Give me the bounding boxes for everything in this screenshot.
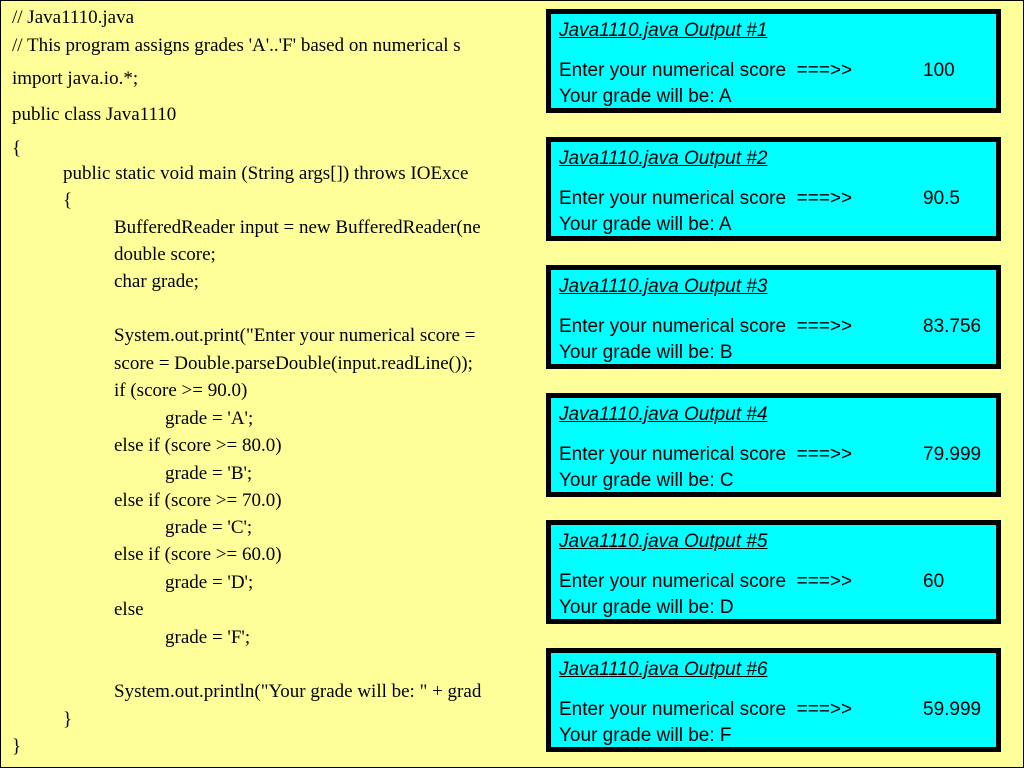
output-title: Java1110.java Output #5 bbox=[559, 531, 768, 552]
output-input-value: 90.5 bbox=[923, 188, 960, 209]
code-line-class-declaration: public class Java1110 bbox=[12, 104, 177, 125]
code-line-grade-f: grade = 'F'; bbox=[165, 627, 251, 648]
output-title: Java1110.java Output #1 bbox=[559, 20, 768, 41]
code-line-char-grade: char grade; bbox=[114, 271, 199, 292]
output-grade-result: Your grade will be: D bbox=[559, 597, 734, 618]
output-box-5 bbox=[546, 520, 1001, 624]
output-box-6 bbox=[546, 648, 1001, 752]
code-line-import: import java.io.*; bbox=[12, 68, 139, 89]
code-line-grade-d: grade = 'D'; bbox=[165, 572, 254, 593]
code-line-comment-description: // This program assigns grades 'A'..'F' based on numerical s bbox=[12, 35, 461, 56]
output-input-value: 59.999 bbox=[923, 699, 982, 720]
output-grade-result: Your grade will be: F bbox=[559, 725, 732, 746]
output-grade-result: Your grade will be: C bbox=[559, 470, 734, 491]
output-input-value: 83.756 bbox=[923, 316, 982, 337]
code-line-if-90: if (score >= 90.0) bbox=[114, 380, 248, 401]
output-prompt: Enter your numerical score ===>> bbox=[559, 444, 853, 465]
code-line-main-open-brace: { bbox=[63, 190, 73, 211]
code-line-buffered-reader: BufferedReader input = new BufferedReader(ne bbox=[114, 217, 481, 238]
output-prompt: Enter your numerical score ===>> bbox=[559, 571, 853, 592]
output-grade-result: Your grade will be: A bbox=[559, 86, 732, 107]
output-box-1 bbox=[546, 9, 1001, 113]
code-line-grade-a: grade = 'A'; bbox=[165, 408, 254, 429]
output-box-3 bbox=[546, 265, 1001, 369]
output-box-4 bbox=[546, 393, 1001, 497]
output-prompt: Enter your numerical score ===>> bbox=[559, 188, 853, 209]
code-line-grade-b: grade = 'B'; bbox=[165, 463, 253, 484]
code-line-print-prompt: System.out.print("Enter your numerical score = bbox=[114, 325, 476, 346]
code-line-parse-score: score = Double.parseDouble(input.readLine()); bbox=[114, 353, 473, 374]
code-line-else-if-60: else if (score >= 60.0) bbox=[114, 544, 282, 565]
code-line-else-if-70: else if (score >= 70.0) bbox=[114, 490, 282, 511]
output-input-value: 79.999 bbox=[923, 444, 982, 465]
output-title: Java1110.java Output #4 bbox=[559, 404, 768, 425]
code-line-main-close-brace: } bbox=[63, 709, 73, 730]
code-line-class-open-brace: { bbox=[12, 138, 22, 159]
code-line-double-score: double score; bbox=[114, 244, 216, 265]
output-prompt: Enter your numerical score ===>> bbox=[559, 316, 853, 337]
output-title: Java1110.java Output #2 bbox=[559, 148, 768, 169]
output-title: Java1110.java Output #3 bbox=[559, 276, 768, 297]
code-line-else: else bbox=[114, 599, 144, 620]
output-prompt: Enter your numerical score ===>> bbox=[559, 699, 853, 720]
code-line-class-close-brace: } bbox=[12, 736, 22, 757]
output-grade-result: Your grade will be: A bbox=[559, 214, 732, 235]
code-line-grade-c: grade = 'C'; bbox=[165, 517, 253, 538]
output-input-value: 60 bbox=[923, 571, 945, 592]
code-line-else-if-80: else if (score >= 80.0) bbox=[114, 435, 282, 456]
output-grade-result: Your grade will be: B bbox=[559, 342, 733, 363]
code-line-main-signature: public static void main (String args[]) throws IOExce bbox=[63, 163, 469, 184]
code-line-println-grade: System.out.println("Your grade will be: " + grad bbox=[114, 681, 482, 702]
output-input-value: 100 bbox=[923, 60, 955, 81]
output-title: Java1110.java Output #6 bbox=[559, 659, 768, 680]
output-box-2 bbox=[546, 137, 1001, 241]
output-prompt: Enter your numerical score ===>> bbox=[559, 60, 853, 81]
code-line-comment-filename: // Java1110.java bbox=[12, 7, 135, 28]
